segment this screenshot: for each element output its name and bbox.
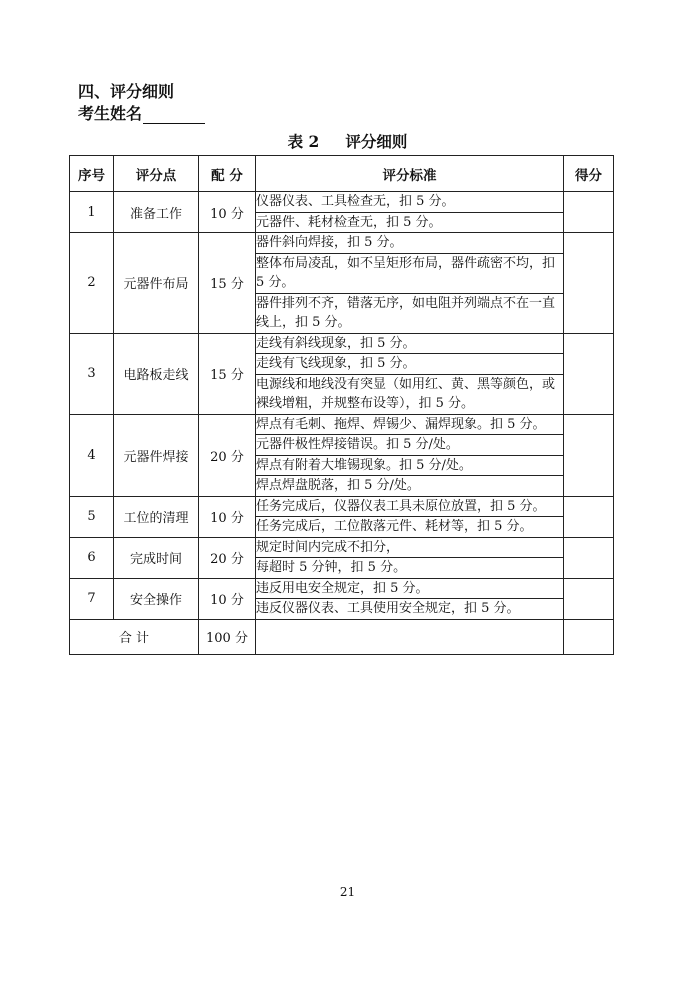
table-row xyxy=(70,333,614,354)
scoring-table xyxy=(69,155,614,655)
row-got-cell xyxy=(564,578,614,619)
criterion-text: 焊点焊盘脱落，扣 5 分/处。 xyxy=(256,476,564,497)
table-caption-number: 表 2 xyxy=(287,132,320,151)
criterion-text: 仪器仪表、工具检查无，扣 5 分。 xyxy=(256,192,564,213)
criterion-text: 规定时间内完成不扣分， xyxy=(256,537,564,558)
criterion-text: 任务完成后，仪器仪表工具未原位放置，扣 5 分。 xyxy=(256,496,564,517)
table-row xyxy=(70,414,614,435)
row-got-cell xyxy=(564,192,614,233)
row-no: 7 xyxy=(70,578,114,619)
row-got-cell xyxy=(564,233,614,334)
examinee-name-row xyxy=(78,104,205,124)
criterion-text: 焊点有毛刺、拖焊、焊锡少、漏焊现象。扣 5 分。 xyxy=(256,414,564,435)
header-score: 配 分 xyxy=(199,156,256,192)
row-point: 电路板走线 xyxy=(114,333,199,414)
header-no: 序号 xyxy=(70,156,114,192)
section-title: 四、评分细则 xyxy=(78,82,175,101)
row-score: 15 分 xyxy=(199,333,256,414)
row-no: 5 xyxy=(70,496,114,537)
criterion-text: 元器件、耗材检查无，扣 5 分。 xyxy=(256,212,564,233)
table-row xyxy=(70,537,614,558)
row-got-cell xyxy=(564,496,614,537)
row-point: 工位的清理 xyxy=(114,496,199,537)
row-got-cell xyxy=(564,333,614,414)
criterion-text: 任务完成后，工位散落元件、耗材等，扣 5 分。 xyxy=(256,517,564,538)
criterion-text: 电源线和地线没有突显（如用红、黄、黑等颜色，或裸线增粗，并规整布设等），扣 5 分。 xyxy=(256,374,564,414)
examinee-name-label: 考生姓名 xyxy=(78,104,143,123)
total-score: 100 分 xyxy=(199,619,256,654)
criterion-text: 器件斜向焊接，扣 5 分。 xyxy=(256,233,564,254)
row-no: 1 xyxy=(70,192,114,233)
row-no: 3 xyxy=(70,333,114,414)
table-row xyxy=(70,192,614,213)
total-row xyxy=(70,619,614,654)
examinee-name-blank xyxy=(143,107,205,124)
row-point: 完成时间 xyxy=(114,537,199,578)
header-got: 得分 xyxy=(564,156,614,192)
row-score: 20 分 xyxy=(199,537,256,578)
criterion-text: 焊点有附着大堆锡现象。扣 5 分/处。 xyxy=(256,455,564,476)
row-point: 安全操作 xyxy=(114,578,199,619)
table-caption-title: 评分细则 xyxy=(345,132,408,151)
criterion-text: 每超时 5 分钟，扣 5 分。 xyxy=(256,558,564,579)
total-standard-cell xyxy=(256,619,564,654)
row-score: 20 分 xyxy=(199,414,256,496)
header-standard: 评分标准 xyxy=(256,156,564,192)
total-got-cell xyxy=(564,619,614,654)
row-point: 准备工作 xyxy=(114,192,199,233)
row-score: 15 分 xyxy=(199,233,256,334)
row-no: 6 xyxy=(70,537,114,578)
criterion-text: 器件排列不齐，错落无序，如电阻并列端点不在一直线上，扣 5 分。 xyxy=(256,293,564,333)
row-point: 元器件布局 xyxy=(114,233,199,334)
row-got-cell xyxy=(564,414,614,496)
criterion-text: 元器件极性焊接错误。扣 5 分/处。 xyxy=(256,435,564,456)
row-no: 4 xyxy=(70,414,114,496)
row-score: 10 分 xyxy=(199,496,256,537)
table-row xyxy=(70,233,614,254)
criterion-text: 走线有飞线现象，扣 5 分。 xyxy=(256,354,564,375)
table-caption xyxy=(0,132,695,152)
total-label: 合 计 xyxy=(70,619,199,654)
criterion-text: 走线有斜线现象，扣 5 分。 xyxy=(256,333,564,354)
criterion-text: 整体布局凌乱，如不呈矩形布局，器件疏密不均，扣 5 分。 xyxy=(256,253,564,293)
page-number: 21 xyxy=(339,885,356,899)
row-got-cell xyxy=(564,537,614,578)
table-row xyxy=(70,496,614,517)
table-header-row xyxy=(70,156,614,192)
table-row xyxy=(70,578,614,599)
row-no: 2 xyxy=(70,233,114,334)
row-score: 10 分 xyxy=(199,192,256,233)
row-score: 10 分 xyxy=(199,578,256,619)
criterion-text: 违反用电安全规定，扣 5 分。 xyxy=(256,578,564,599)
header-point: 评分点 xyxy=(114,156,199,192)
criterion-text: 违反仪器仪表、工具使用安全规定，扣 5 分。 xyxy=(256,599,564,620)
row-point: 元器件焊接 xyxy=(114,414,199,496)
